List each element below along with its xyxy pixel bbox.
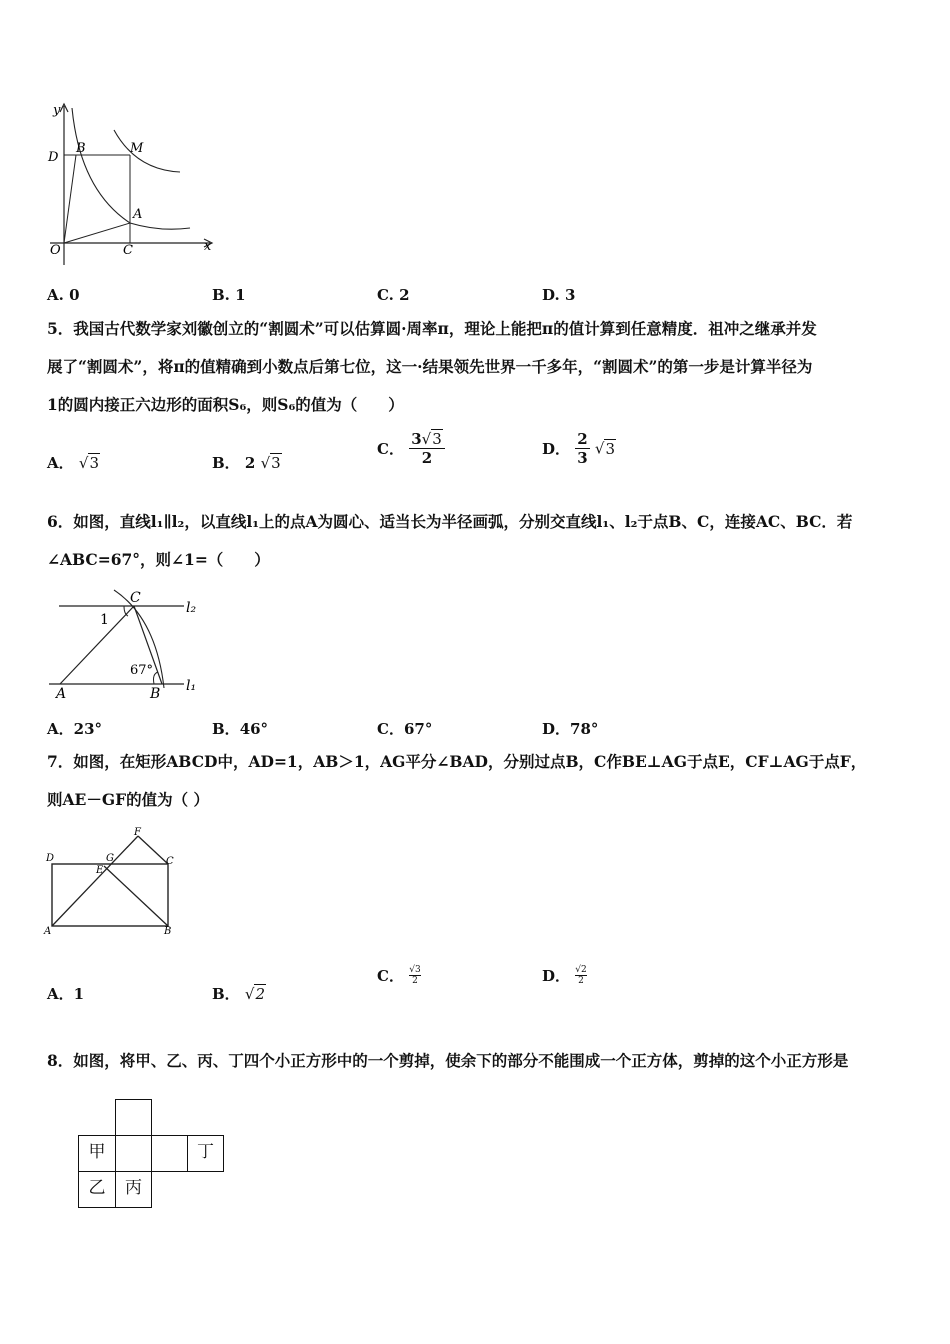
q6-option-c-value: 67°: [403, 720, 433, 738]
q5-option-d-letter: D．: [542, 440, 571, 458]
q5-option-a-sqrt: √3: [78, 454, 99, 472]
q5-stem: [47, 310, 909, 424]
q5-option-b-letter: B．: [212, 454, 240, 472]
label-l2: l₂: [186, 600, 197, 616]
q5-option-c[interactable]: [377, 430, 445, 467]
q6-option-d-letter: D．: [542, 720, 571, 738]
q4-option-a[interactable]: [47, 286, 80, 304]
label-C: C: [166, 856, 174, 867]
q5-option-c-radicand: 3: [432, 430, 442, 448]
q7-option-d-radicand: 2: [581, 965, 587, 975]
label-E: E: [96, 865, 104, 876]
q5-option-b-radicand: 3: [271, 454, 281, 472]
q7-option-c-denominator: 2: [412, 976, 418, 986]
q6-option-a-letter: A．: [47, 720, 74, 738]
q5-option-c-numerator: 3√3: [409, 430, 445, 449]
net-cell-bing-label: 丙: [125, 1178, 142, 1198]
q7-line-1: 7．如图，在矩形ABCD中，AD=1，AB＞1，AG平分∠BAD，分别过点B，C作BE⊥AG于点E，CF⊥AG于点F，: [47, 752, 867, 771]
line-AC: [60, 606, 134, 684]
label-A: A: [56, 686, 67, 702]
q8-line-1: 8．如图，将甲、乙、丙、丁四个小正方形中的一个剪掉，使余下的部分不能围成一个正方体，剪掉的这个小正方形是: [47, 1051, 849, 1070]
label-y: y: [53, 103, 61, 118]
q4-option-c-value: 2: [399, 286, 410, 304]
q7-option-d-numerator: √2: [575, 965, 587, 975]
label-D: D: [48, 150, 59, 165]
q6-option-d[interactable]: [542, 718, 598, 739]
q7-option-c-radicand: 3: [414, 965, 421, 975]
q4-graph: [40, 100, 220, 272]
q5-option-d-radicand: 3: [605, 439, 616, 458]
q7-option-c-letter: C．: [377, 967, 404, 985]
q5-option-c-denominator: 2: [421, 449, 433, 467]
label-F: F: [134, 827, 141, 838]
label-x: x: [204, 239, 212, 254]
q6-line-1: 6．如图，直线l₁∥l₂，以直线l₁上的点A为圆心、适当长为半径画弧，分别交直线l₁、l₂于点B、C，连接AC、BC．若: [47, 512, 853, 531]
line-OA: [64, 223, 130, 243]
line-BE: [104, 866, 168, 926]
net-cell-bing[interactable]: [115, 1171, 152, 1208]
q7-figure: [42, 822, 182, 940]
q5-line-1: 5．我国古代数学家刘徽创立的“割圆术”可以估算圆·周率π，理论上能把π的值计算到任意精度．祖冲之继承并发: [47, 319, 817, 338]
q7-option-a-letter: A．: [47, 985, 74, 1003]
q5-option-b-coef: 2: [244, 454, 256, 472]
net-cell-jia-label: 甲: [88, 1142, 106, 1162]
q7-option-b[interactable]: [212, 983, 266, 1004]
label-B: B: [164, 926, 172, 937]
q6-stem: [47, 503, 909, 579]
q5-option-b[interactable]: [212, 452, 282, 473]
q4-option-d[interactable]: [542, 286, 575, 304]
q5-option-c-letter: C．: [377, 440, 404, 458]
q6-line-2: ∠ABC=67°，则∠1=（ ）: [47, 550, 270, 569]
q7-option-a-value: 1: [73, 985, 85, 1003]
q7-option-c[interactable]: [377, 965, 421, 986]
net-cell-ding[interactable]: [187, 1135, 224, 1172]
label-l1: l₁: [186, 678, 197, 694]
line-AF: [52, 836, 138, 926]
q5-option-b-sqrt: √3: [260, 454, 281, 472]
curve-lower: [72, 108, 190, 229]
q7-stem: [47, 743, 909, 819]
q4-option-c[interactable]: [377, 286, 410, 304]
q6-option-c-letter: C．: [377, 720, 404, 738]
label-O: O: [50, 243, 61, 258]
label-B: B: [76, 141, 86, 156]
line-OB: [64, 155, 76, 243]
net-cell-yi-label: 乙: [88, 1178, 106, 1198]
label-C: C: [130, 590, 141, 606]
q4-option-d-letter: D.: [542, 286, 560, 304]
label-C: C: [123, 243, 133, 258]
q4-option-d-value: 3: [564, 286, 576, 304]
q5-line-3: 1的圆内接正六边形的面积S₆，则S₆的值为（ ）: [47, 395, 404, 414]
label-D: D: [46, 853, 55, 864]
q8-net-figure: [78, 1099, 224, 1209]
q6-option-d-value: 78°: [570, 720, 599, 738]
label-M: M: [130, 141, 144, 156]
q7-option-d-denominator: 2: [578, 976, 584, 986]
q4-option-b-value: 1: [235, 286, 246, 304]
q4-option-a-letter: A.: [47, 286, 64, 304]
q8-stem: [47, 1042, 909, 1080]
label-angle-1: 1: [100, 612, 109, 628]
q6-option-c[interactable]: [377, 718, 432, 739]
label-B: B: [150, 686, 161, 702]
line-CF: [138, 836, 168, 864]
q5-option-a-radicand: 3: [89, 454, 99, 472]
q5-option-c-num-coef: 3: [411, 430, 422, 448]
q7-option-d-letter: D．: [542, 967, 571, 985]
q4-option-b[interactable]: [212, 286, 246, 304]
q6-option-a-value: 23°: [73, 720, 103, 738]
label-G: G: [106, 853, 114, 864]
rectangle-ABCD: [52, 864, 168, 926]
q4-option-a-value: 0: [69, 286, 80, 304]
q4-option-c-letter: C.: [377, 286, 394, 304]
q7-option-a[interactable]: [47, 983, 84, 1004]
angle-1-arc: [124, 606, 128, 616]
q7-option-b-sqrt: √2: [244, 985, 266, 1003]
q7-option-c-fraction: [409, 965, 420, 986]
q7-option-d-fraction: [575, 965, 586, 986]
net-cell-yi[interactable]: [78, 1171, 116, 1208]
net-cell-jia[interactable]: [78, 1135, 116, 1172]
angle-67-arc: [154, 672, 159, 684]
q5-option-a-letter: A．: [47, 454, 74, 472]
label-A: A: [133, 207, 143, 222]
q5-option-d-sqrt: √3: [594, 439, 616, 458]
q7-option-c-numerator: √3: [409, 965, 421, 975]
q5-option-c-fraction: [409, 430, 445, 467]
q6-option-a[interactable]: [47, 718, 102, 739]
q5-option-d-numerator: 2: [577, 430, 588, 448]
q5-option-a[interactable]: [47, 452, 100, 473]
q5-option-d[interactable]: [542, 430, 616, 467]
label-A: A: [44, 926, 52, 937]
net-cell-middle-2: [151, 1135, 188, 1172]
q7-option-b-letter: B．: [212, 985, 240, 1003]
q7-option-b-radicand: 2: [255, 985, 266, 1003]
net-cell-middle-1: [115, 1135, 152, 1172]
label-angle-67: 67°: [130, 663, 154, 678]
q6-option-b[interactable]: [212, 718, 268, 739]
q6-figure: [44, 588, 214, 706]
q7-line-2: 则AE－GF的值为（ ）: [47, 790, 209, 809]
net-cell-ding-label: 丁: [197, 1142, 214, 1162]
q7-option-d[interactable]: [542, 965, 587, 986]
curve-upper: [114, 130, 180, 172]
q5-option-d-fraction: [575, 430, 589, 467]
q6-option-b-letter: B．: [212, 720, 240, 738]
q5-option-d-denominator: 3: [577, 449, 588, 467]
q6-option-b-value: 46°: [239, 720, 269, 738]
q5-line-2: 展了“割圆术”，将π的值精确到小数点后第七位，这一·结果领先世界一千多年，“割圆术”的第一步是计算半径为: [47, 357, 813, 376]
net-cell-top: [115, 1099, 152, 1136]
q4-option-b-letter: B.: [212, 286, 230, 304]
